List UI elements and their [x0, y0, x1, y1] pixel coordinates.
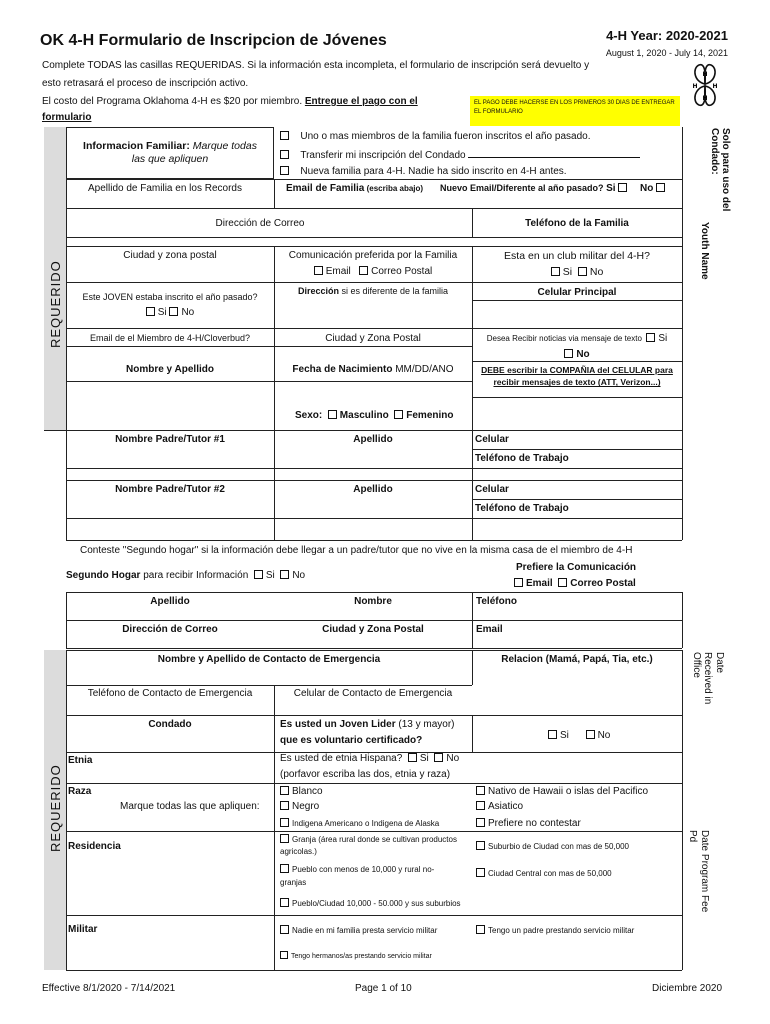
date-received-text-3: Office [691, 652, 702, 678]
mil-none-checkbox[interactable] [280, 925, 289, 934]
family-option-3[interactable] [280, 166, 567, 179]
military-club-si-label: Si [562, 266, 573, 279]
second-first-label: Nombre [354, 596, 392, 607]
comm-email-label: Email [325, 265, 351, 277]
required-label-bottom: REQUERIDO [48, 764, 63, 852]
second-post-label: Correo Postal [570, 578, 636, 589]
second-home-prefers: Prefiere la Comunicación [516, 562, 637, 573]
black-checkbox[interactable] [280, 801, 289, 810]
second-home-note: Conteste "Segundo hogar" si la información debe llegar a un padre/tutor que no vive en la misma casa de el miembro de 4-H [80, 545, 633, 556]
parent1-work-label: Teléfono de Trabajo [475, 453, 569, 464]
small-city-label: Pueblo/Ciudad 10,000 - 50.000 y sus suburbios [292, 899, 461, 908]
youth-enrolled-si-label: Si [157, 307, 167, 319]
alt-address-text-2: si es diferente de la familia [338, 286, 449, 296]
family-info-subtitle-2: las que apliquen [131, 153, 209, 166]
comm-email-checkbox[interactable] [314, 266, 323, 275]
text-no-checkbox[interactable] [564, 349, 573, 358]
residence-label: Residencia [68, 841, 121, 852]
emergency-cell-label: Celular de Contacto de Emergencia [293, 688, 453, 699]
alt-address-text: Dirección [297, 286, 339, 296]
form-title: OK 4-H Formulario de Inscripcion de Jóvenes [40, 32, 387, 49]
county-label: Condado [148, 719, 192, 730]
hispanic-si-checkbox[interactable] [408, 753, 417, 762]
mil-parent [476, 925, 634, 936]
leader-si-label: Si [560, 730, 569, 741]
emergency-name-label: Nombre y Apellido de Contacto de Emergencia [157, 654, 381, 665]
required-label-top: REQUERIDO [48, 260, 63, 348]
preferred-comm-block [274, 250, 472, 278]
clover-logo-icon [680, 60, 730, 112]
central-label: Ciudad Central con mas de 50,000 [488, 869, 612, 878]
emergency-phone-label: Teléfono de Contacto de Emergencia [87, 688, 253, 699]
new-email-question [440, 183, 668, 196]
second-email-col-label: Email [476, 624, 503, 635]
parent2-name-label: Nombre Padre/Tutor #2 [115, 484, 225, 495]
second-home-si-label: Si [265, 570, 275, 581]
race-hawaii [476, 786, 648, 799]
male-label: Masculino [339, 410, 389, 421]
asian-label: Asiatico [488, 801, 524, 812]
family-option-2[interactable] [280, 149, 640, 163]
hispanic-no-label: No [446, 753, 460, 764]
second-email-label: Email [526, 578, 553, 589]
office-use-label [709, 128, 731, 211]
dob-format: MM/DD/ANO [392, 364, 454, 375]
suburb-label: Suburbio de Ciudad con mas de 50,000 [488, 842, 629, 851]
primary-cell-label: Celular Principal [537, 287, 617, 298]
new-email-no-label: No [640, 183, 654, 194]
family-email-text: Email de Familia [286, 183, 365, 194]
comm-post-checkbox[interactable] [359, 266, 368, 275]
new-email-si-checkbox[interactable] [618, 183, 627, 192]
mil-sibling [280, 951, 432, 962]
mil-sibling-checkbox[interactable] [280, 951, 288, 959]
res-small-city [280, 898, 461, 909]
youth-leader-text: Es usted un Joven Lider [280, 719, 396, 730]
parent2-cell-label: Celular [475, 484, 509, 495]
mil-none [280, 925, 437, 936]
date-fee-text: Date Program Fee [699, 830, 710, 913]
date-received-label [691, 652, 726, 704]
female-checkbox[interactable] [394, 410, 403, 419]
farm-label: Granja (área rural donde se cultivan productos [292, 835, 457, 844]
res-central [476, 868, 612, 879]
youth-enrolled-label: Este JOVEN estaba inscrito el año pasado? [82, 292, 258, 302]
checkbox[interactable] [280, 131, 289, 140]
date-received-text: Date [714, 652, 725, 674]
leader-no-label: No [597, 730, 611, 741]
cost-line [42, 96, 418, 109]
family-phone-label: Teléfono de la Familia [525, 218, 629, 229]
second-home-label-2: para recibir Información [140, 570, 249, 581]
checkbox[interactable] [280, 166, 289, 175]
suburb-checkbox[interactable] [476, 841, 485, 850]
svg-text:H: H [702, 95, 708, 102]
family-info-title: Informacion Familiar: [83, 140, 190, 152]
text-no-label: No [576, 348, 590, 360]
youth-leader-options [548, 730, 610, 743]
second-home-no-checkbox[interactable] [280, 570, 289, 579]
race-nosay [476, 818, 581, 831]
county-transfer-line[interactable] [468, 149, 640, 158]
leader-si-checkbox[interactable] [548, 730, 557, 739]
footer-effective: Effective 8/1/2020 - 7/14/2021 [42, 983, 176, 994]
hispanic-no-checkbox[interactable] [434, 753, 443, 762]
cost-line-2: formulario [42, 112, 92, 123]
office-use-text: Solo para uso del [720, 128, 731, 212]
text-opt-in-label: Desea Recibir noticias via mensaje de texto [486, 334, 642, 343]
hispanic-si-label: Si [419, 753, 429, 764]
second-city-label: Ciudad y Zona Postal [322, 624, 424, 635]
family-info-heading [70, 140, 270, 166]
family-option-1-label: Uno o mas miembros de la familia fueron inscritos el año pasado. [300, 131, 591, 142]
payment-note-text: EL PAGO DEBE HACERSE EN LOS PRIMEROS 30 DIAS DE ENTREGAR EL FORMULARIO [474, 100, 675, 115]
hawaii-checkbox[interactable] [476, 786, 485, 795]
office-use-text-2: Condado: [709, 128, 720, 175]
youth-enrolled-no-checkbox[interactable] [169, 307, 178, 316]
second-home-label: Segundo Hogar [66, 570, 141, 581]
comm-post-label: Correo Postal [371, 265, 433, 277]
town-checkbox[interactable] [280, 864, 289, 873]
parent1-last-label: Apellido [353, 434, 393, 445]
black-label: Negro [292, 801, 320, 812]
nosay-checkbox[interactable] [476, 818, 485, 827]
central-checkbox[interactable] [476, 868, 485, 877]
footer-page: Page 1 of 10 [355, 983, 412, 994]
cost-emphasis: Entregue el pago con el [304, 96, 418, 107]
svg-text:H: H [692, 83, 698, 90]
leader-no-checkbox[interactable] [586, 730, 595, 739]
race-label: Raza [68, 786, 92, 797]
small-city-checkbox[interactable] [280, 898, 289, 907]
military-club-block [472, 250, 682, 279]
second-home-si-checkbox[interactable] [254, 570, 263, 579]
second-address-label: Dirección de Correo [122, 624, 218, 635]
farm-checkbox[interactable] [280, 834, 289, 843]
program-dates: August 1, 2020 - July 14, 2021 [605, 48, 728, 58]
military-club-si-checkbox[interactable] [551, 267, 560, 276]
native-label: Indigena Americano o Indigena de Alaska [292, 819, 440, 828]
military-club-label: Esta en un club militar del 4-H? [504, 250, 650, 262]
sex-row [295, 410, 454, 423]
parent1-cell-label: Celular [475, 434, 509, 445]
nosay-label: Prefiere no contestar [488, 818, 581, 829]
white-label: Blanco [292, 786, 323, 797]
hispanic-question [280, 753, 459, 781]
res-town [280, 864, 434, 888]
date-fee-text-2: Pd [687, 830, 698, 843]
family-last-name-text-2: en los Records [172, 183, 242, 194]
female-label: Femenino [406, 410, 454, 421]
res-suburb [476, 841, 629, 852]
military-label: Militar [68, 924, 98, 935]
family-email-label [286, 183, 423, 196]
new-email-si-label: Si [606, 183, 616, 194]
payment-note [470, 96, 680, 126]
family-option-3-label: Nueva familia para 4-H. Nadie ha sido inscrito en 4-H antes. [300, 166, 567, 177]
carrier-note-1b: para [652, 365, 673, 375]
ethnicity-label: Etnia [68, 755, 93, 766]
member-email-label: Email de el Miembro de 4-H/Cloverbud? [89, 333, 251, 343]
mil-parent-label: Tengo un padre prestando servicio militar [488, 926, 635, 935]
parent1-name-label: Nombre Padre/Tutor #1 [115, 434, 225, 445]
dob-label [274, 364, 472, 377]
race-native [280, 818, 439, 829]
mil-none-label: Nadie en mi familia presta servicio militar [292, 926, 438, 935]
second-email-checkbox[interactable] [514, 578, 523, 587]
family-email-text-2: (escriba abajo) [364, 184, 424, 193]
second-home-no-label: No [292, 570, 306, 581]
military-club-no-checkbox[interactable] [578, 267, 587, 276]
mil-sibling-label: Tengo hermanos/as prestando servicio militar [291, 953, 432, 960]
cost-text: El costo del Programa Oklahoma 4-H es $20 por miembro. [42, 96, 305, 107]
carrier-note-2: recibir mensajes de texto (ATT, Verizon...) [493, 377, 661, 388]
asian-checkbox[interactable] [476, 801, 485, 810]
instructions-line-2: esto retrasará el proceso de inscripción activo. [42, 78, 249, 89]
new-email-no-checkbox[interactable] [656, 183, 665, 192]
hispanic-text: Es usted de etnia Hispana? [280, 753, 403, 764]
svg-text:H: H [702, 71, 708, 78]
second-phone-label: Teléfono [476, 596, 517, 607]
footer-month: Diciembre 2020 [652, 983, 723, 994]
family-option-2-label: Transferir mi inscripción del Condado [300, 150, 466, 161]
dob-text: Fecha de Nacimiento [292, 364, 393, 375]
text-si-checkbox[interactable] [646, 333, 655, 342]
sex-label: Sexo: [295, 410, 323, 421]
mailing-address-label: Dirección de Correo [215, 218, 305, 229]
race-black [280, 801, 319, 814]
second-last-label: Apellido [150, 596, 190, 607]
emergency-relation-label: Relacion (Mamá, Papá, Tia, etc.) [501, 654, 653, 665]
youth-leader-text-2: que es voluntario certificado? [280, 734, 423, 746]
date-received-text-2: Received in [702, 652, 714, 705]
family-info-subtitle: Marque todas [189, 140, 257, 152]
white-checkbox[interactable] [280, 786, 289, 795]
youth-enrolled-block [66, 292, 274, 320]
second-home-row [66, 570, 305, 583]
instructions-line-1: Complete TODAS las casillas REQUERIDAS. Si la información esta incompleta, el formulario de inscripción será devuelto y [42, 60, 590, 71]
town-label-2: granjas [280, 878, 307, 887]
family-last-name-label [88, 183, 242, 196]
family-last-name-text: Apellido de Familia [88, 183, 173, 194]
second-home-comm [514, 578, 636, 591]
race-asian [476, 801, 523, 814]
alt-address-label [274, 286, 472, 297]
text-opt-in-block [472, 333, 682, 361]
family-option-1[interactable] [280, 131, 591, 144]
carrier-note-1: DEBE escribir la COMPAÑIA del CELULAR [481, 365, 653, 375]
race-note: Marque todas las que apliquen: [120, 801, 260, 812]
youth-enrolled-no-label: No [181, 307, 195, 319]
native-checkbox[interactable] [280, 818, 289, 827]
second-post-checkbox[interactable] [558, 578, 567, 587]
hispanic-note: (porfavor escriba las dos, etnia y raza) [280, 768, 451, 780]
checkbox[interactable] [280, 150, 289, 159]
hawaii-label: Nativo de Hawaii o islas del Pacifico [488, 786, 649, 797]
city-zip-label: Ciudad y zona postal [123, 250, 217, 261]
date-fee-label [686, 830, 710, 912]
parent2-work-label: Teléfono de Trabajo [475, 503, 569, 514]
farm-label-2: agricolas.) [280, 847, 317, 856]
parent2-last-label: Apellido [353, 484, 393, 495]
youth-leader-age: (13 y mayor) [395, 719, 455, 730]
text-si-label: Si [658, 333, 668, 344]
race-white [280, 786, 323, 799]
town-label: Pueblo con menos de 10,000 y rural no- [292, 865, 435, 874]
new-email-text: Nuevo Email/Diferente al año pasado? [440, 183, 604, 193]
mil-parent-checkbox[interactable] [476, 925, 485, 934]
youth-leader-question [280, 719, 455, 747]
preferred-comm-label: Comunicación preferida por la Familia [288, 250, 458, 261]
youth-name-field-label: Nombre y Apellido [126, 364, 214, 375]
youth-enrolled-si-checkbox[interactable] [146, 307, 155, 316]
res-farm [280, 834, 457, 857]
military-club-no-label: No [589, 266, 604, 279]
male-checkbox[interactable] [328, 410, 337, 419]
carrier-note [472, 364, 682, 389]
youth-name-label: Youth Name [699, 222, 710, 280]
youth-city-zip-label: Ciudad y Zona Postal [325, 333, 421, 344]
svg-text:H: H [712, 83, 718, 90]
program-year: 4-H Year: 2020-2021 [606, 28, 728, 43]
